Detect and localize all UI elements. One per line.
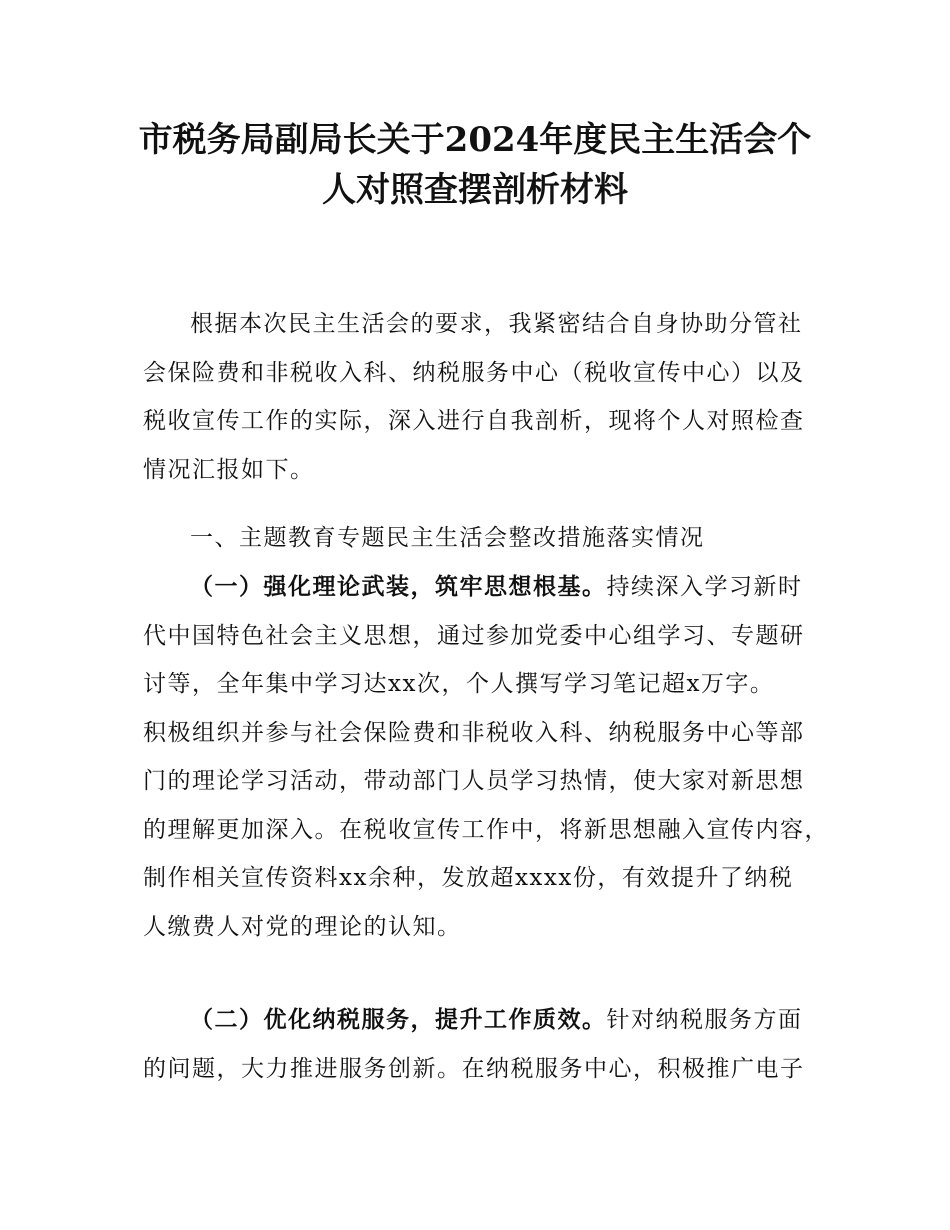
section1-heading: 一、主题教育专题民主生活会整改措施落实情况 [190, 525, 705, 551]
text-line: 情况汇报如下。 [143, 456, 315, 483]
text-line: 的理解更加深入。在税收宣传工作中，将新思想融入宣传内容， [143, 816, 829, 843]
text-line: 根据本次民主生活会的要求，我紧密结合自身协助分管社 [190, 311, 803, 337]
text-line [143, 996, 823, 1045]
text-line: 代中国特色社会主义思想，通过参加党委中心组学习、专题研 [143, 622, 805, 649]
title-line-2: 人对照查摆剖析材料 [322, 170, 628, 210]
section-heading [143, 514, 823, 563]
document-title [0, 115, 950, 215]
intro-paragraph [143, 300, 823, 494]
item1-paragraph [143, 563, 829, 951]
text-line: 积极组织并参与社会保险费和非税收入科、纳税服务中心等部 [143, 719, 805, 746]
item1-lead: （一）强化理论武装，筑牢思想根基。 [190, 573, 607, 600]
title-line-1: 市税务局副局长关于2024年度民主生活会个 [138, 120, 812, 160]
text-line: 门的理论学习活动，带动部门人员学习热情，使大家对新思想 [143, 768, 805, 794]
item2-lead: （二）优化纳税服务，提升工作质效。 [190, 1006, 607, 1033]
text-line: 税收宣传工作的实际，深入进行自我剖析，现将个人对照检查 [143, 408, 805, 434]
item1-line-0: 持续深入学习新时 [606, 574, 803, 600]
text-line [143, 563, 823, 612]
text-line: 会保险费和非税收入科、纳税服务中心（税收宣传中心）以及 [143, 359, 805, 386]
item2-line-0: 针对纳税服务方面 [606, 1007, 803, 1033]
text-line: 人缴费人对党的理论的认知。 [143, 913, 462, 940]
text-line: 制作相关宣传资料xx余种，发放超xxxx份，有效提升了纳税 [143, 865, 794, 891]
text-line: 讨等，全年集中学习达xx次，个人撰写学习笔记超x万字。 [143, 671, 775, 697]
text-line: 的问题，大力推进服务创新。在纳税服务中心，积极推广电子 [143, 1055, 805, 1082]
item2-paragraph [143, 996, 823, 1093]
